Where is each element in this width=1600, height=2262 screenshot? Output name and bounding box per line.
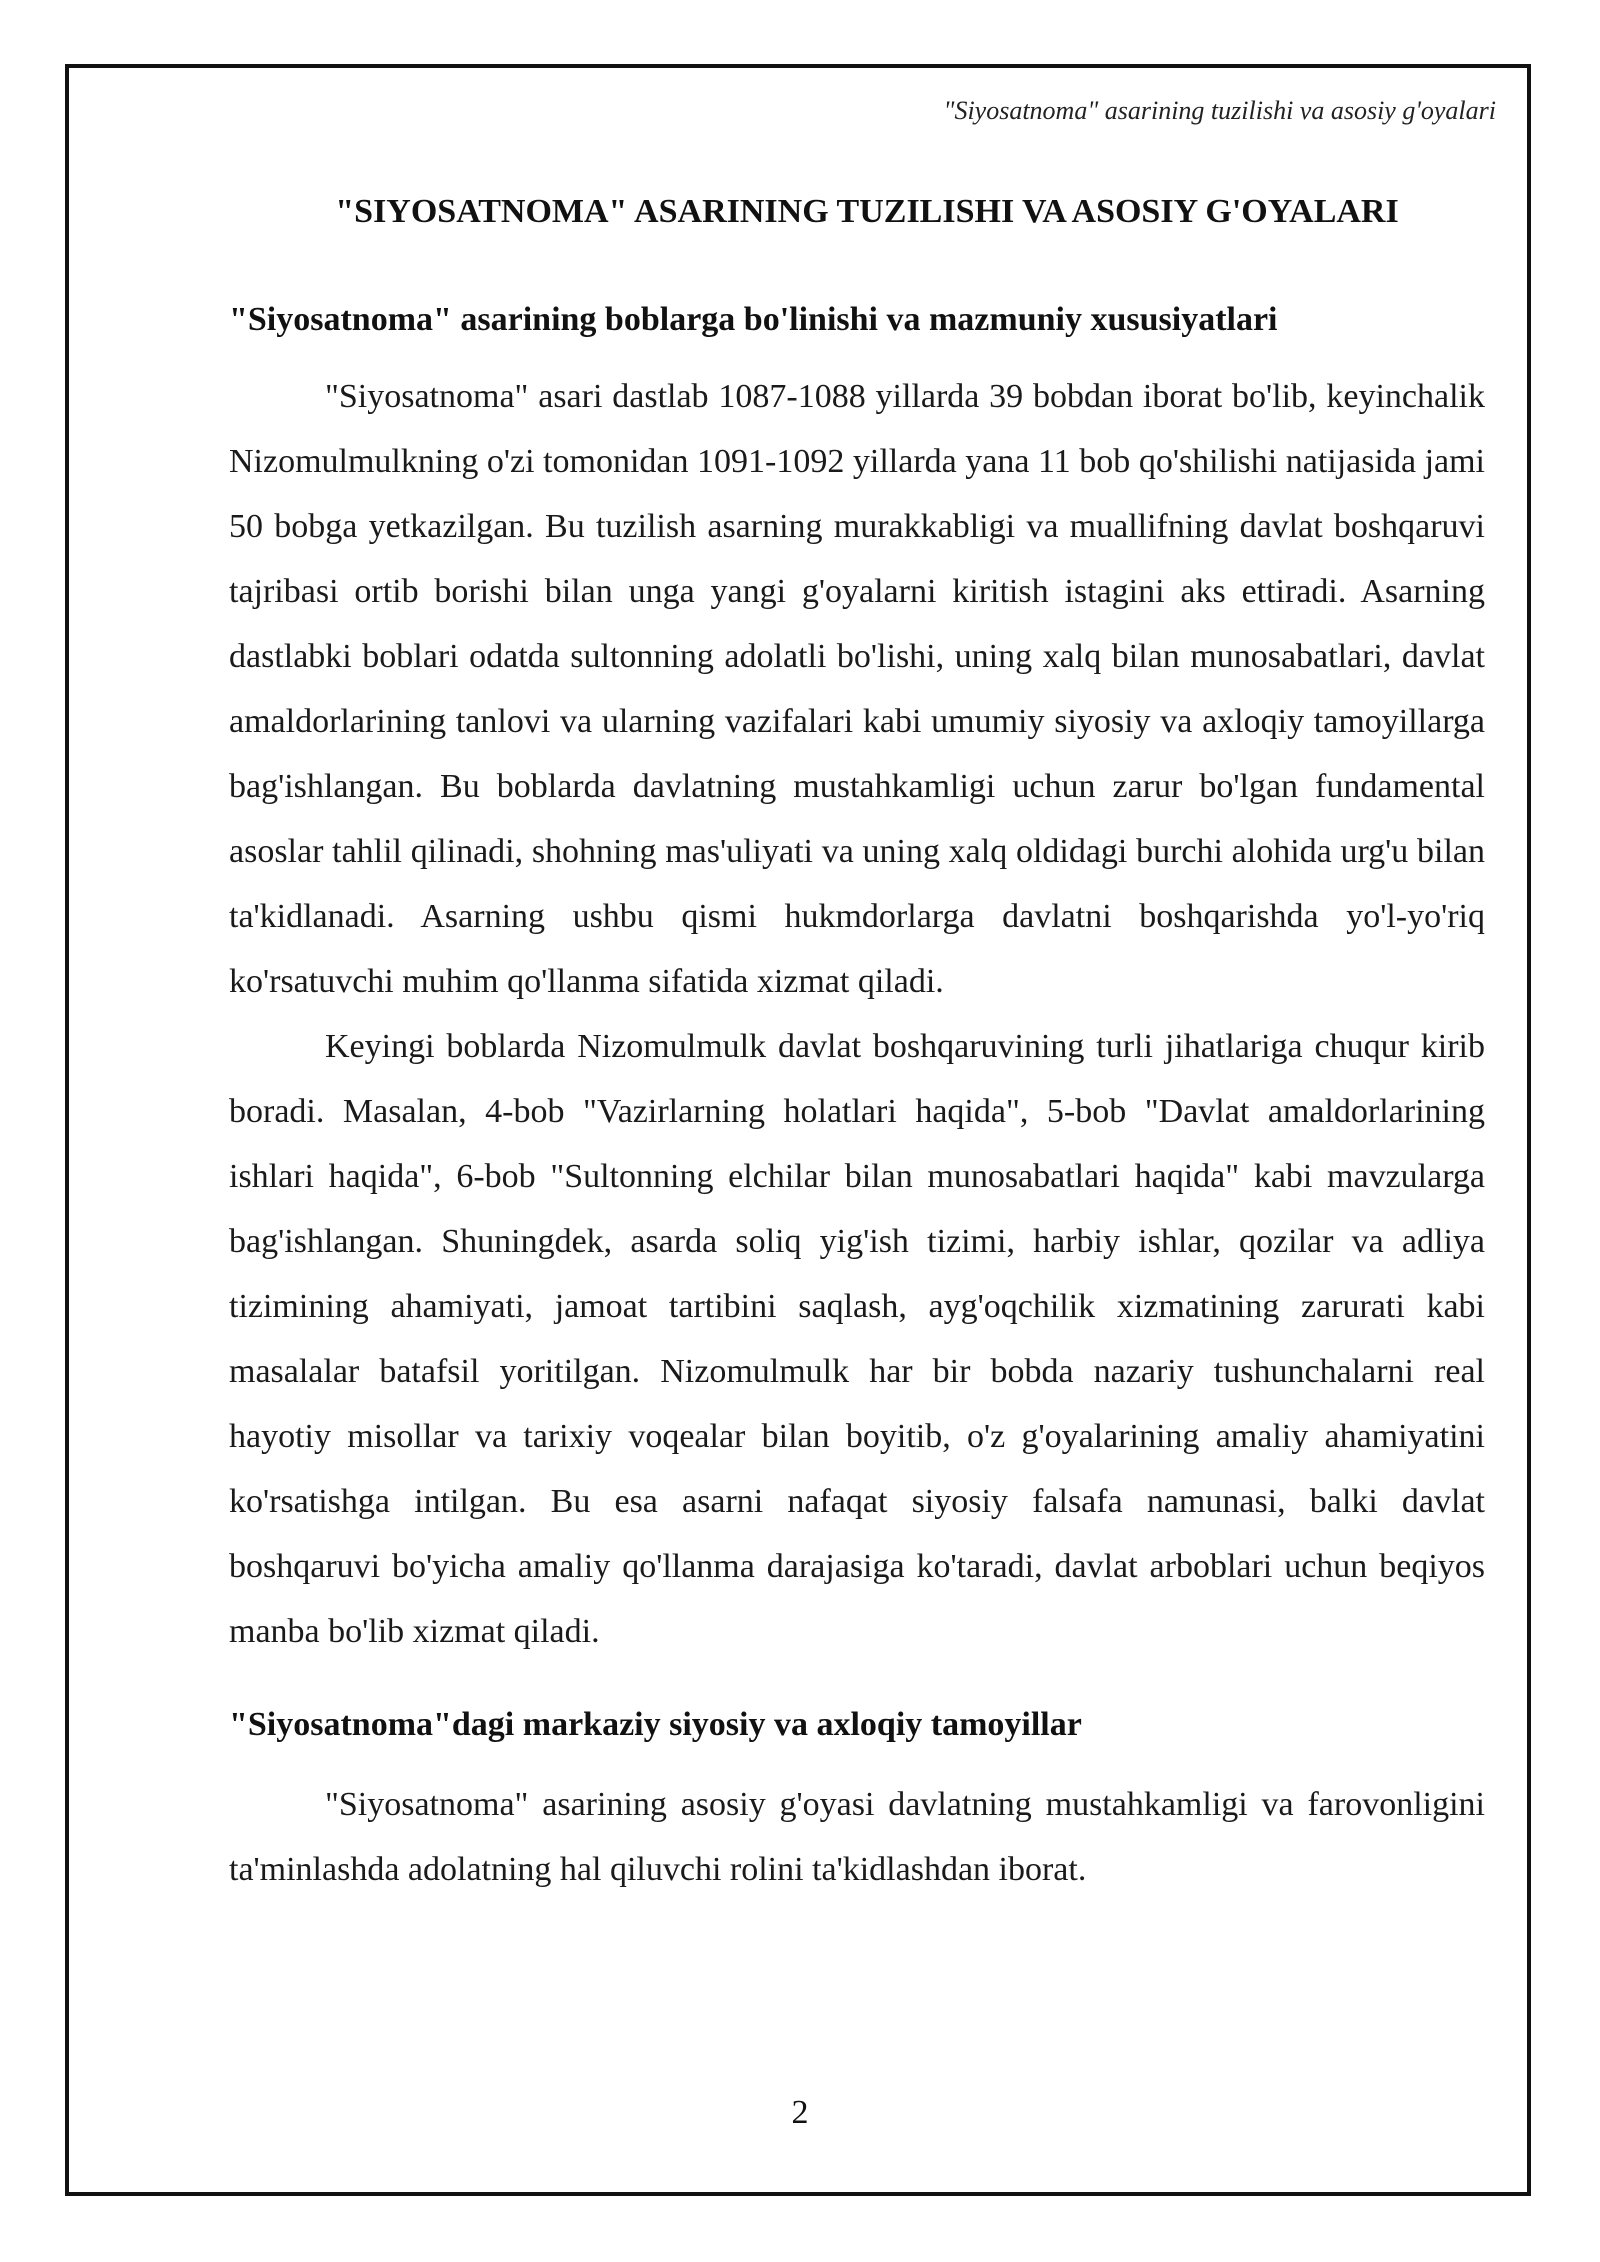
section-heading-structure: "Siyosatnoma" asarining boblarga bo'linishi va mazmuniy xususiyatlari xyxy=(229,301,1278,338)
section-heading-principles: "Siyosatnoma"dagi markaziy siyosiy va axloqiy tamoyillar xyxy=(229,1706,1082,1743)
document-title: "SIYOSATNOMA" ASARINING TUZILISHI VA ASOSIY G'OYALARI xyxy=(335,193,1399,230)
paragraph: Keyingi boblarda Nizomulmulk davlat boshqaruvining turli jihatlariga chuqur kirib boradi. Masalan, 4-bob "Vazirlarning holatlari haqida", 5-bob "Davlat amaldorlarining ishlari haqida", 6-bob "Sultonning elchilar bilan munosabatlari haqida" kabi mavzularga bag'ishlangan. Shuningdek, asarda soliq yig'ish tizimi, harbiy ishlar, qozilar va adliya tizimining ahamiyati, jamoat tartibini saqlash, ayg'oqchilik xizmatining zarurati kabi masalalar batafsil yoritilgan. Nizomulmulk har bir bobda nazariy tushunchalarni real hayotiy misollar va tarixiy voqealar bilan boyitib, o'z g'oyalarining amaliy ahamiyatini ko'rsatishga intilgan. Bu esa asarni nafaqat siyosiy falsafa namunasi, balki davlat boshqaruvi bo'yicha amaliy qo'llanma darajasiga ko'taradi, davlat arboblari uchun beqiyos manba bo'lib xizmat qiladi. xyxy=(229,1028,1485,1650)
page-content xyxy=(229,188,1485,1902)
page-number: 2 xyxy=(791,2094,809,2131)
running-header: "Siyosatnoma" asarining tuzilishi va asosiy g'oyalari xyxy=(943,96,1496,125)
paragraph: "Siyosatnoma" asari dastlab 1087-1088 yillarda 39 bobdan iborat bo'lib, keyinchalik Nizomulmulkning o'zi tomonidan 1091-1092 yillarda yana 11 bob qo'shilishi natijasida jami 50 bobga yetkazilgan. Bu tuzilish asarning murakkabligi va muallifning davlat boshqaruvi tajribasi ortib borishi bilan unga yangi g'oyalarni kiritish istagini aks ettiradi. Asarning dastlabki boblari odatda sultonning adolatli bo'lishi, uning xalq bilan munosabatlari, davlat amaldorlarining tanlovi va ularning vazifalari kabi umumiy siyosiy va axloqiy tamoyillarga bag'ishlangan. Bu boblarda davlatning mustahkamligi uchun zarur bo'lgan fundamental asoslar tahlil qilinadi, shohning mas'uliyati va uning xalq oldidagi burchi alohida urg'u bilan ta'kidlanadi. Asarning ushbu qismi hukmdorlarga davlatni boshqarishda yo'l-yo'riq ko'rsatuvchi muhim qo'llanma sifatida xizmat qiladi. xyxy=(229,378,1485,1000)
paragraph: "Siyosatnoma" asarining asosiy g'oyasi davlatning mustahkamligi va farovonligini ta'minlashda adolatning hal qiluvchi rolini ta'kidlashdan iborat. xyxy=(229,1786,1485,1888)
